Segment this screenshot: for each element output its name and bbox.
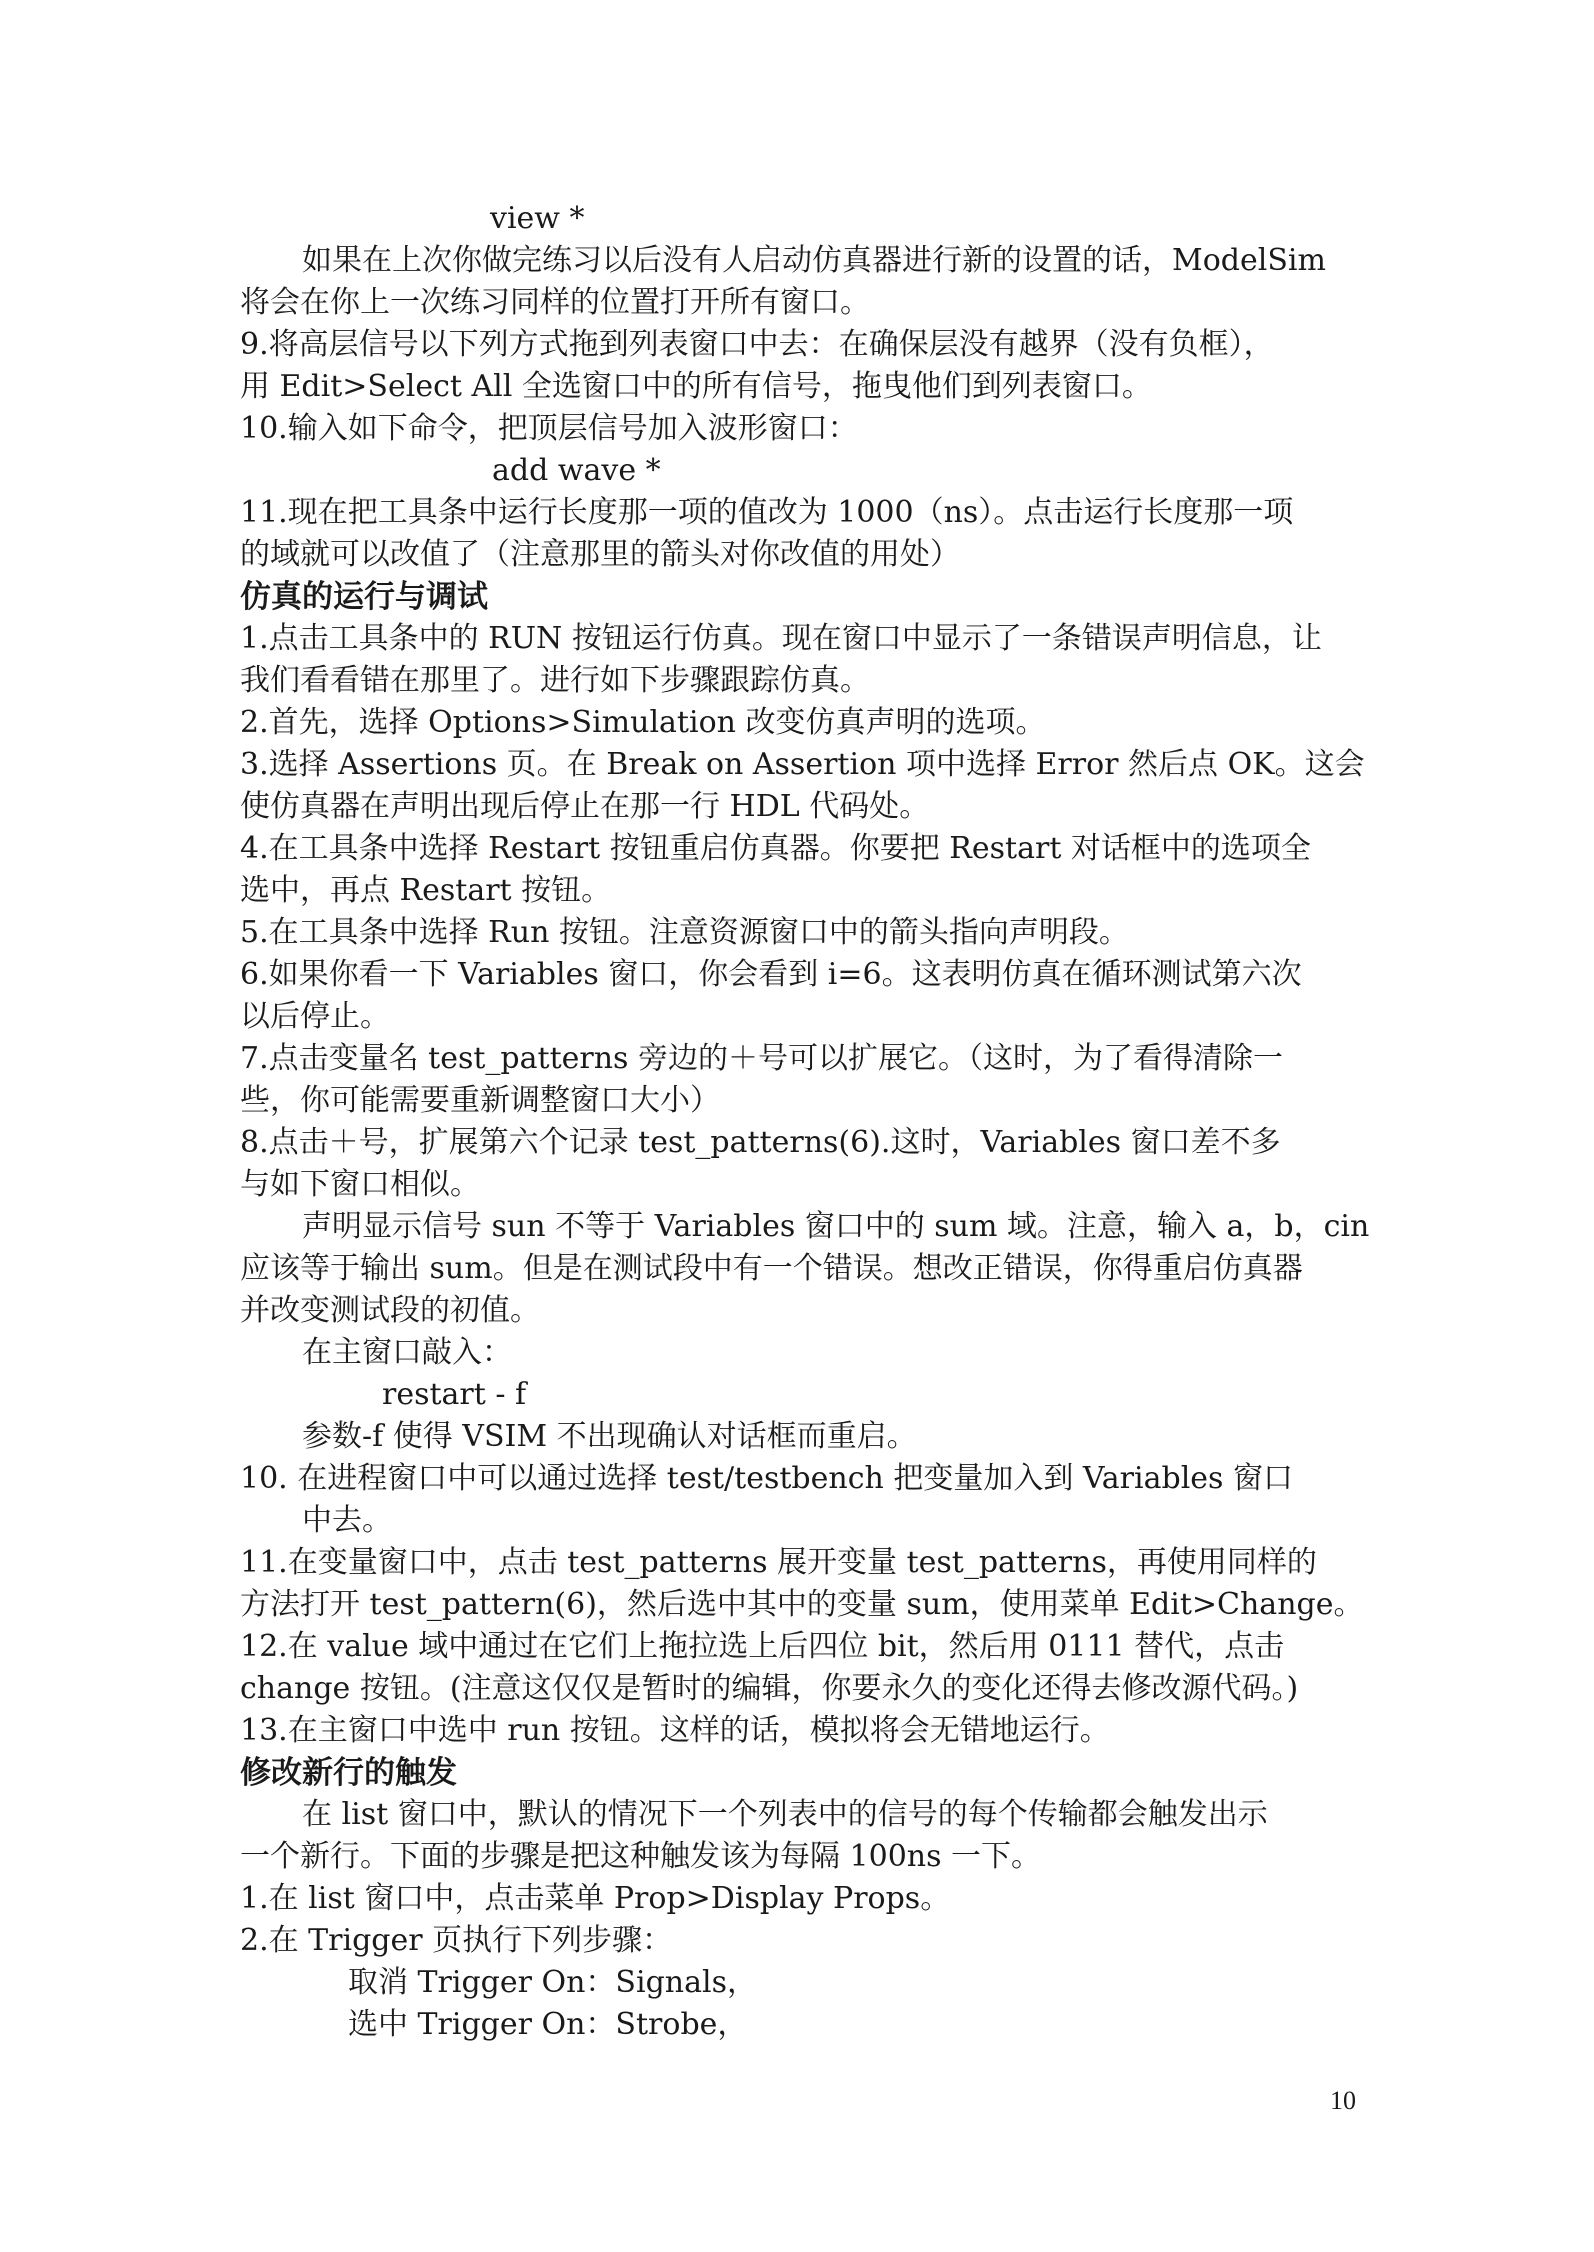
- text-line: 7.点击变量名 test_patterns 旁边的＋号可以扩展它。（这时，为了看得清除一: [240, 1041, 1283, 1076]
- code-line: view *: [490, 201, 585, 236]
- text-line: 与如下窗口相似。: [240, 1167, 480, 1202]
- text-line: 取消 Trigger On：Signals，: [348, 1965, 757, 2000]
- text-line: 13.在主窗口中选中 run 按钮。这样的话，模拟将会无错地运行。: [240, 1713, 1110, 1748]
- text-line: 声明显示信号 sun 不等于 Variables 窗口中的 sum 域。注意，输入 a，b，cin: [302, 1209, 1370, 1244]
- page-number: 10: [1330, 2086, 1356, 2115]
- text-line: 中去。: [302, 1503, 392, 1538]
- text-line: 一个新行。下面的步骤是把这种触发该为每隔 100ns 一下。: [240, 1839, 1042, 1874]
- text-line: 选中 Trigger On：Strobe，: [348, 2007, 748, 2042]
- text-line: 12.在 value 域中通过在它们上拖拉选上后四位 bit，然后用 0111 替代，点击: [240, 1629, 1285, 1664]
- text-line: 的域就可以改值了（注意那里的箭头对你改值的用处）: [240, 537, 960, 572]
- section-heading: 修改新行的触发: [240, 1755, 457, 1791]
- text-line: 11.在变量窗口中，点击 test_patterns 展开变量 test_patterns，再使用同样的: [240, 1545, 1317, 1580]
- text-line: 5.在工具条中选择 Run 按钮。注意资源窗口中的箭头指向声明段。: [240, 915, 1129, 950]
- section-heading: 仿真的运行与调试: [240, 579, 488, 615]
- text-line: 2.在 Trigger 页执行下列步骤：: [240, 1923, 673, 1958]
- text-line: 在 list 窗口中，默认的情况下一个列表中的信号的每个传输都会触发出示: [302, 1797, 1268, 1832]
- text-line: 应该等于输出 sum。但是在测试段中有一个错误。想改正错误，你得重启仿真器: [240, 1251, 1303, 1286]
- text-line: 如果在上次你做完练习以后没有人启动仿真器进行新的设置的话，ModelSim: [302, 243, 1326, 278]
- text-line: 1.在 list 窗口中，点击菜单 Prop>Display Props。: [240, 1881, 951, 1916]
- code-line: add wave *: [492, 453, 661, 488]
- text-line: 2.首先，选择 Options>Simulation 改变仿真声明的选项。: [240, 705, 1046, 740]
- text-line: 3.选择 Assertions 页。在 Break on Assertion 项中选择 Error 然后点 OK。这会: [240, 747, 1365, 782]
- text-line: 9.将高层信号以下列方式拖到列表窗口中去：在确保层没有越界（没有负框），: [240, 327, 1274, 362]
- text-line: 选中，再点 Restart 按钮。: [240, 873, 612, 908]
- text-line: 我们看看错在那里了。进行如下步骤跟踪仿真。: [240, 663, 870, 698]
- code-line: restart - f: [382, 1377, 527, 1412]
- text-line: 10.输入如下命令，把顶层信号加入波形窗口：: [240, 411, 858, 446]
- text-line: 在主窗口敲入：: [302, 1335, 512, 1370]
- text-line: 参数-f 使得 VSIM 不出现确认对话框而重启。: [302, 1419, 917, 1454]
- text-line: 将会在你上一次练习同样的位置打开所有窗口。: [240, 285, 870, 320]
- text-line: 1.点击工具条中的 RUN 按钮运行仿真。现在窗口中显示了一条错误声明信息，让: [240, 621, 1322, 656]
- text-line: 些，你可能需要重新调整窗口大小）: [240, 1083, 720, 1118]
- text-line: 用 Edit>Select All 全选窗口中的所有信号，拖曳他们到列表窗口。: [240, 369, 1152, 404]
- text-line: 并改变测试段的初值。: [240, 1293, 540, 1328]
- text-line: 4.在工具条中选择 Restart 按钮重启仿真器。你要把 Restart 对话框中的选项全: [240, 831, 1311, 866]
- text-line: 6.如果你看一下 Variables 窗口，你会看到 i=6。这表明仿真在循环测试第六次: [240, 957, 1302, 992]
- text-line: change 按钮。(注意这仅仅是暂时的编辑，你要永久的变化还得去修改源代码。): [240, 1671, 1299, 1706]
- text-line: 10. 在进程窗口中可以通过选择 test/testbench 把变量加入到 Variables 窗口: [240, 1461, 1293, 1496]
- text-line: 使仿真器在声明出现后停止在那一行 HDL 代码处。: [240, 789, 930, 824]
- text-line: 8.点击＋号，扩展第六个记录 test_patterns(6).这时，Variables 窗口差不多: [240, 1125, 1281, 1160]
- text-line: 11.现在把工具条中运行长度那一项的值改为 1000（ns）。点击运行长度那一项: [240, 495, 1294, 530]
- text-line: 方法打开 test_pattern(6)，然后选中其中的变量 sum，使用菜单 Edit>Change。: [240, 1587, 1364, 1622]
- text-line: 以后停止。: [240, 999, 390, 1034]
